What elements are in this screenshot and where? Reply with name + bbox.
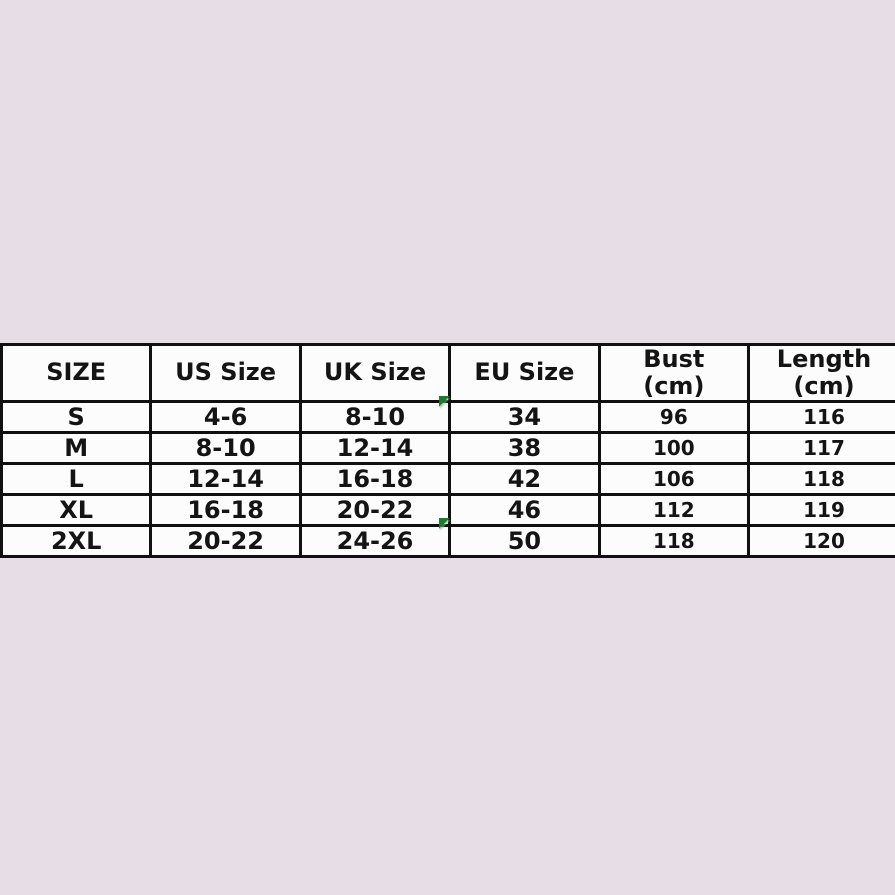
header-uk-size-label: UK Size [323, 358, 427, 387]
header-uk-size [300, 345, 449, 402]
table-row-m [2, 432, 895, 463]
header-length-cm-label: Length (cm) [776, 345, 872, 400]
green-tick-artifact: ◤ [439, 515, 450, 531]
cell-size: L [2, 463, 151, 494]
header-us-size [151, 345, 300, 402]
cell-size: XL [2, 494, 151, 525]
header-size [2, 345, 151, 402]
cell-bust-cm: 100 [599, 432, 748, 463]
cell-eu-size: 34 [450, 401, 599, 432]
header-length-cm [749, 345, 895, 402]
cell-uk-size: 16-18 [300, 463, 449, 494]
cell-bust-cm: 96 [599, 401, 748, 432]
cell-eu-size: 42 [450, 463, 599, 494]
cell-length-cm: 120 [749, 525, 895, 556]
header-eu-size-label: EU Size [474, 358, 575, 387]
cell-bust-cm: 118 [599, 525, 748, 556]
cell-length-cm: 119 [749, 494, 895, 525]
cell-length-cm: 118 [749, 463, 895, 494]
header-bust-cm [599, 345, 748, 402]
cell-bust-cm: 112 [599, 494, 748, 525]
cell-uk-size: 8-10 [300, 401, 449, 432]
green-tick-artifact: ◤ [439, 393, 450, 409]
cell-size: S [2, 401, 151, 432]
cell-length-cm: 117 [749, 432, 895, 463]
cell-uk-size: 12-14 [300, 432, 449, 463]
header-bust-cm-label: Bust (cm) [643, 345, 705, 400]
cell-us-size: 20-22 [151, 525, 300, 556]
cell-eu-size: 46 [450, 494, 599, 525]
header-us-size-label: US Size [175, 358, 277, 387]
cell-size: M [2, 432, 151, 463]
header-eu-size [450, 345, 599, 402]
cell-size: 2XL [2, 525, 151, 556]
cell-uk-size: 20-22 [300, 494, 449, 525]
header-size-label: SIZE [46, 358, 107, 387]
cell-eu-size: 38 [450, 432, 599, 463]
cell-us-size: 16-18 [151, 494, 300, 525]
table-row-l [2, 463, 895, 494]
cell-us-size: 4-6 [151, 401, 300, 432]
cell-eu-size: 50 [450, 525, 599, 556]
cell-us-size: 12-14 [151, 463, 300, 494]
cell-us-size: 8-10 [151, 432, 300, 463]
cell-uk-size: 24-26 [300, 525, 449, 556]
cell-length-cm: 116 [749, 401, 895, 432]
cell-bust-cm: 106 [599, 463, 748, 494]
